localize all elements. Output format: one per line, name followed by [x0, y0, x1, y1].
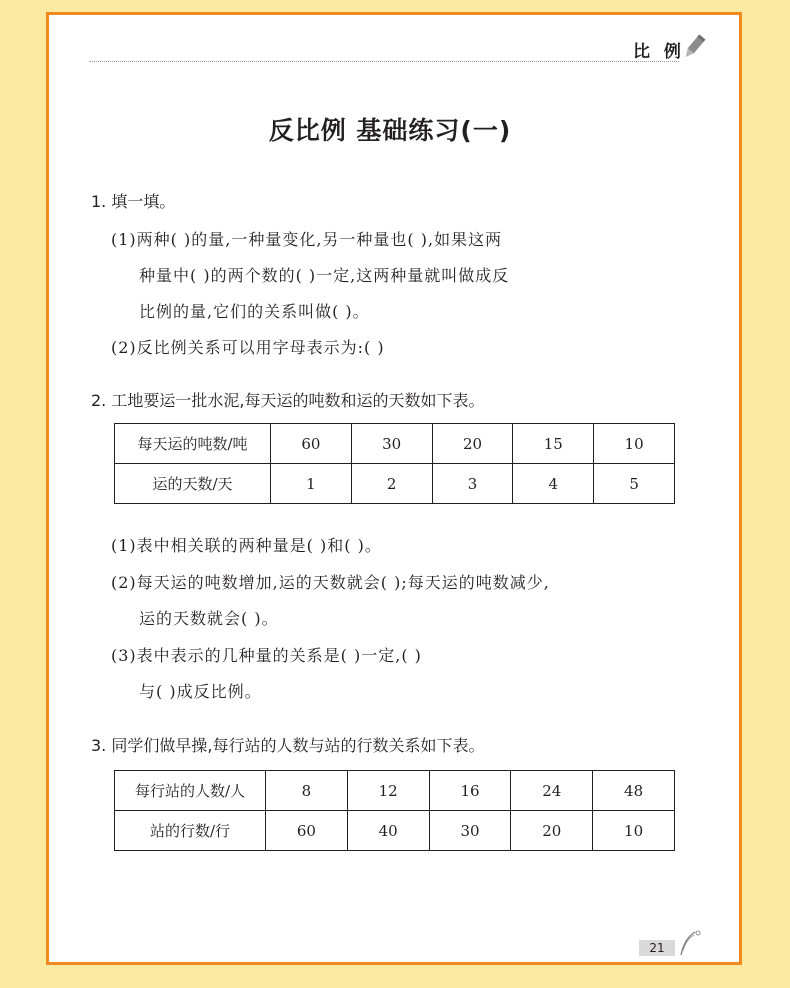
table-cell: 15	[513, 424, 594, 464]
q2-part3-line1: (3)表中表示的几种量的关系是( )一定,( )	[111, 646, 422, 665]
table-row	[115, 464, 675, 504]
table-cell: 10	[594, 424, 675, 464]
q2-part2-line1: (2)每天运的吨数增加,运的天数就会( );每天运的吨数减少,	[111, 573, 550, 592]
table-row	[115, 811, 675, 851]
table-row	[115, 771, 675, 811]
table-cell: 20	[432, 424, 513, 464]
q2-part1: (1)表中相关联的两种量是( )和( )。	[111, 536, 382, 555]
table-cell: 40	[347, 811, 429, 851]
feather-icon	[677, 929, 701, 957]
table-cell: 30	[351, 424, 432, 464]
question-3-heading: 3. 同学们做早操,每行站的人数与站的行数关系如下表。	[91, 736, 485, 755]
table-cell: 3	[432, 464, 513, 504]
table-cell: 24	[511, 771, 593, 811]
table-cell: 2	[351, 464, 432, 504]
q1-part1-line1: (1)两种( )的量,一种量变化,另一种量也( ),如果这两	[111, 230, 503, 249]
q2-part2-line2: 运的天数就会( )。	[139, 609, 279, 628]
q1-part1-line2: 种量中( )的两个数的( )一定,这两种量就叫做成反	[139, 266, 510, 285]
question-1-heading: 1. 填一填。	[91, 192, 176, 211]
table-cell: 1	[271, 464, 352, 504]
pencil-icon	[682, 33, 706, 61]
table-cell: 12	[347, 771, 429, 811]
q1-part1-line3: 比例的量,它们的关系叫做( )。	[139, 302, 370, 321]
q2-part3-line2: 与( )成反比例。	[139, 682, 262, 701]
page-title: 反比例 基础练习(一)	[268, 116, 512, 145]
table-cell: 30	[429, 811, 511, 851]
worksheet-page	[46, 12, 742, 965]
table-cell: 每天运的吨数/吨	[115, 424, 271, 464]
table-cell: 60	[271, 424, 352, 464]
page-number: 21	[639, 940, 675, 956]
tonnage-table	[114, 423, 675, 504]
table-cell: 5	[594, 464, 675, 504]
table-cell: 8	[266, 771, 348, 811]
table-cell: 每行站的人数/人	[115, 771, 266, 811]
question-2-heading: 2. 工地要运一批水泥,每天运的吨数和运的天数如下表。	[91, 391, 485, 410]
q1-part2: (2)反比例关系可以用字母表示为:( )	[111, 338, 385, 357]
table-row	[115, 424, 675, 464]
table-cell: 16	[429, 771, 511, 811]
table-cell: 60	[266, 811, 348, 851]
table-cell: 4	[513, 464, 594, 504]
header-rule	[89, 61, 679, 62]
section-label: 比 例	[633, 42, 685, 62]
table-cell: 运的天数/天	[115, 464, 271, 504]
formation-table	[114, 770, 675, 851]
table-cell: 站的行数/行	[115, 811, 266, 851]
table-cell: 48	[593, 771, 675, 811]
table-cell: 20	[511, 811, 593, 851]
table-cell: 10	[593, 811, 675, 851]
